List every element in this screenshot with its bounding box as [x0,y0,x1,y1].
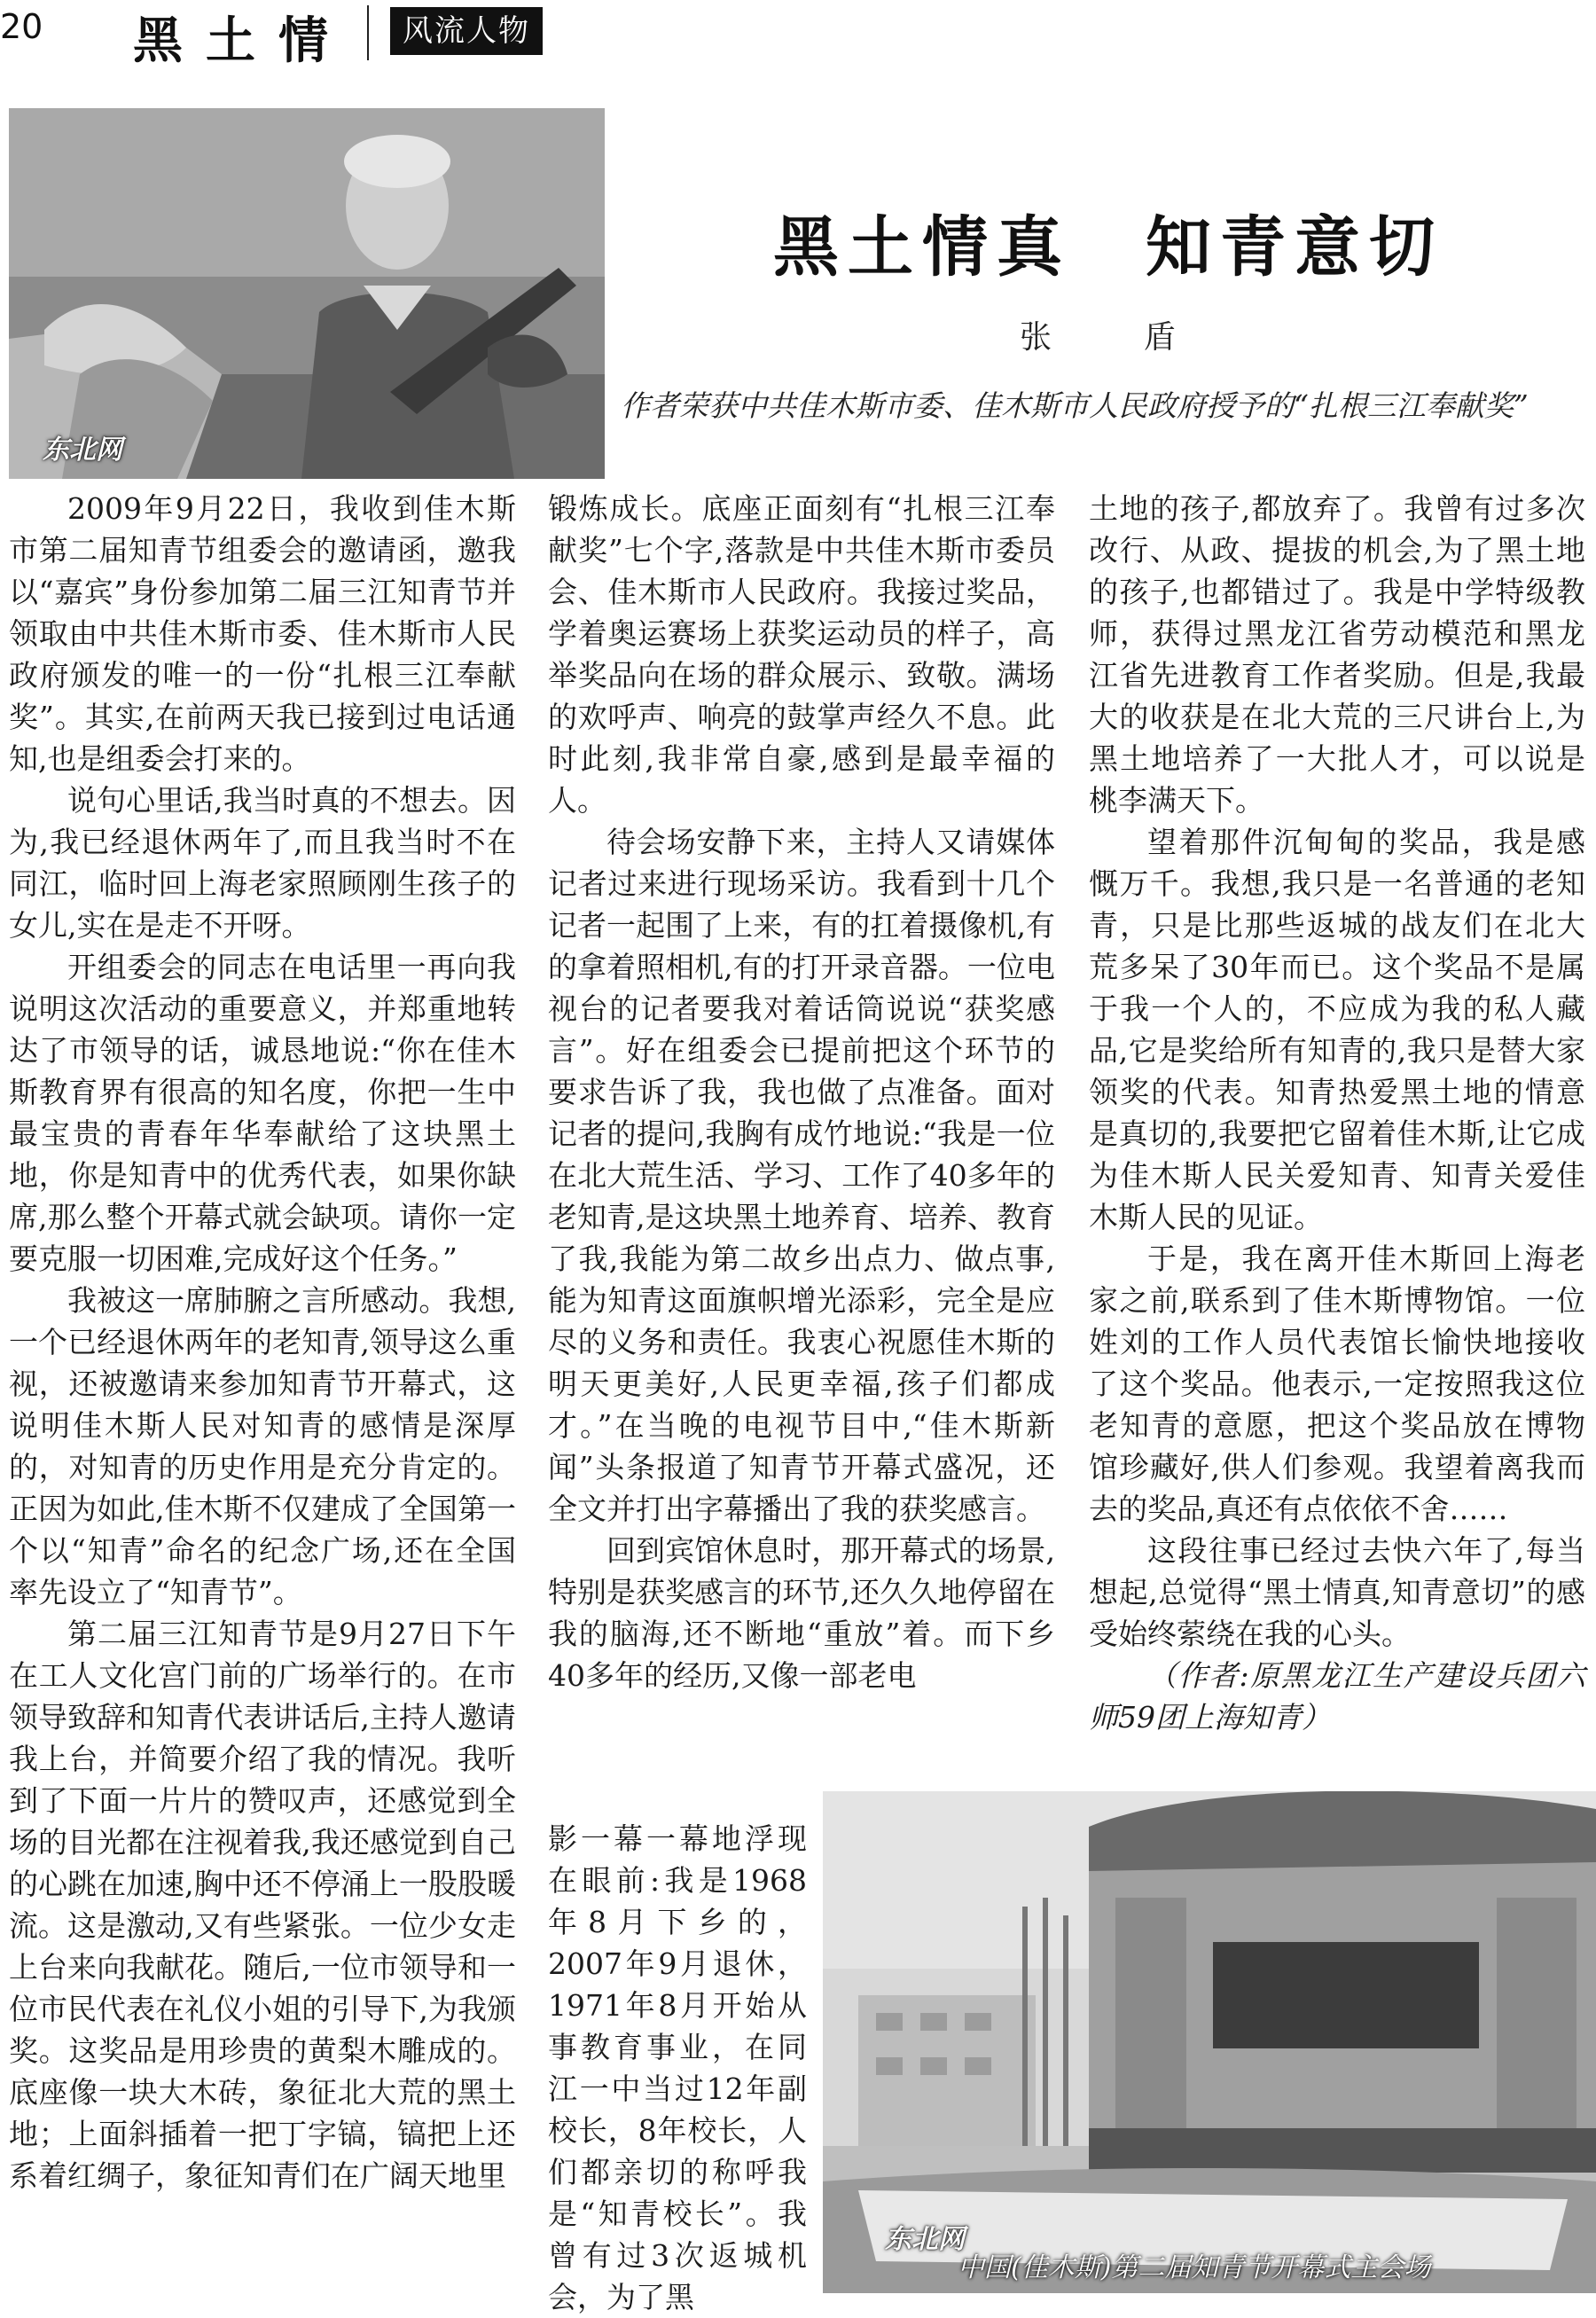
article-column-2 [548,488,1055,1696]
page-number: 20 [0,7,43,46]
paragraph: 望着那件沉甸甸的奖品，我是感慨万千。我想,我只是一名普通的老知青，只是比那些返城的战友们在北大荒多呆了30年而已。这个奖品不是属于我一个人的，不应成为我的私人藏品,它是奖给所有知青的,我只是替大家领奖的代表。知青热爱黑土地的情意是真切的,我要把它留着佳木斯,让它成为佳木斯人民关爱知青、知青关爱佳木斯人民的见证。 [1089,825,1585,1234]
photo2-caption: 中国(佳木斯)第二届知青节开幕式主会场 [958,2252,1431,2283]
article-column-3 [1089,488,1585,1738]
author-note: （作者:原黑龙江生产建设兵团六师59团上海知青） [1089,1658,1585,1735]
paragraph: 2009年9月22日，我收到佳木斯市第二届知青节组委会的邀请函，邀我以“嘉宾”身份参加第二届三江知青节并领取由中共佳木斯市委、佳木斯市人民政府颁发的唯一的一份“扎根三江奉献奖”。其实,在前两天我已接到过电话通知,也是组委会打来的。 [9,491,516,776]
section-badge: 风流人物 [390,7,543,55]
paragraph: 我被这一席肺腑之言所感动。我想,一个已经退休两年的老知青,领导这么重视，还被邀请来参加知青节开幕式，这说明佳木斯人民对知青的感情是深厚的，对知青的历史作用是充分肯定的。正因为如此,佳木斯不仅建成了全国第一个以“知青”命名的纪念广场,还在全国率先设立了“知青节”。 [9,1283,516,1609]
paragraph: 影一幕一幕地浮现在眼前:我是1968年8月下乡的，2007年9月退休，1971年8月开始从事教育事业，在同江一中当过12年副校长，8年校长，人们都亲切的称呼我是“知青校长”。我曾有过3次返城机会，为了黑 [548,1821,807,2314]
header-divider [367,5,369,60]
article-column-2-lower [548,1818,807,2318]
ceremony-photo [823,1791,1596,2293]
photo2-watermark: 东北网 [885,2224,965,2255]
paragraph: 这段往事已经过去快六年了,每当想起,总觉得“黑土情真,知青意切”的感受始终萦绕在我的心头。 [1089,1533,1585,1651]
paragraph: 第二届三江知青节是9月27日下午在工人文化宫门前的广场举行的。在市领导致辞和知青代表讲话后,主持人邀请我上台，并简要介绍了我的情况。我听到了下面一片片的赞叹声，还感觉到全场的目光都在注视着我,我还感觉到自己的心跳在加速,胸中还不停涌上一股股暖流。这是激动,又有些紧张。一位少女走上台来向我献花。随后,一位市领导和一位市民代表在礼仪小姐的引导下,为我颁奖。这奖品是用珍贵的黄梨木雕成的。底座像一块大木砖，象征北大荒的黑土地；上面斜插着一把丁字镐，镐把上还系着红绸子，象征知青们在广阔天地里 [9,1617,516,2193]
photo1-watermark: 东北网 [43,435,122,466]
paragraph: 锻炼成长。底座正面刻有“扎根三江奉献奖”七个字,落款是中共佳木斯市委员会、佳木斯市人民政府。我接过奖品，学着奥运赛场上获奖运动员的样子，高举奖品向在场的群众展示、致敬。满场的欢呼声、响亮的鼓掌声经久不息。此时此刻,我非常自豪,感到是最幸福的人。 [548,491,1055,818]
author-award-photo [9,108,605,479]
paragraph: 回到宾馆休息时，那开幕式的场景,特别是获奖感言的环节,还久久地停留在我的脑海,还不断地“重放”着。而下乡40多年的经历,又像一部老电 [548,1533,1055,1693]
paragraph: 于是，我在离开佳木斯回上海老家之前,联系到了佳木斯博物馆。一位姓刘的工作人员代表馆长愉快地接收了这个奖品。他表示,一定按照我这位老知青的意愿，把这个奖品放在博物馆珍藏好,供人们参观。我望着离我而去的奖品,真还有点依依不舍…… [1089,1241,1585,1526]
paragraph: 说句心里话,我当时真的不想去。因为,我已经退休两年了,而且我当时不在同江，临时回上海老家照顾刚生孩子的女儿,实在是走不开呀。 [9,783,516,943]
magazine-name: 黑土情 [133,12,351,70]
article-author: 张 盾 [1020,319,1207,356]
paragraph: 土地的孩子,都放弃了。我曾有过多次改行、从政、提拔的机会,为了黑土地的孩子,也都错过了。我是中学特级教师，获得过黑龙江省劳动模范和黑龙江省先进教育工作者奖励。但是,我最大的收获是在北大荒的三尺讲台上,为黑土地培养了一大批人才，可以说是桃李满天下。 [1089,491,1585,818]
photo1-caption: 作者荣获中共佳木斯市委、佳木斯市人民政府授予的“扎根三江奉献奖” [621,388,1529,423]
page-header [0,0,1596,71]
article-column-1 [9,488,516,2197]
paragraph: 待会场安静下来，主持人又请媒体记者过来进行现场采访。我看到十几个记者一起围了上来，有的扛着摄像机,有的拿着照相机,有的打开录音器。一位电视台的记者要我对着话筒说说“获奖感言”。好在组委会已提前把这个环节的要求告诉了我，我也做了点准备。面对记者的提问,我胸有成竹地说:“我是一位在北大荒生活、学习、工作了40多年的老知青,是这块黑土地养育、培养、教育了我,我能为第二故乡出点力、做点事,能为知青这面旗帜增光添彩，完全是应尽的义务和责任。我衷心祝愿佳木斯的明天更美好,人民更幸福,孩子们都成才。”在当晚的电视节目中,“佳木斯新闻”头条报道了知青节开幕式盛况，还全文并打出字幕播出了我的获奖感言。 [548,825,1055,1526]
article-title: 黑土情真 知青意切 [773,209,1443,286]
paragraph: 开组委会的同志在电话里一再向我说明这次活动的重要意义，并郑重地转达了市领导的话，诚恳地说:“你在佳木斯教育界有很高的知名度，你把一生中最宝贵的青春年华奉献给了这块黑土地，你是知青中的优秀代表，如果你缺席,那么整个开幕式就会缺项。请你一定要克服一切困难,完成好这个任务。” [9,950,516,1276]
